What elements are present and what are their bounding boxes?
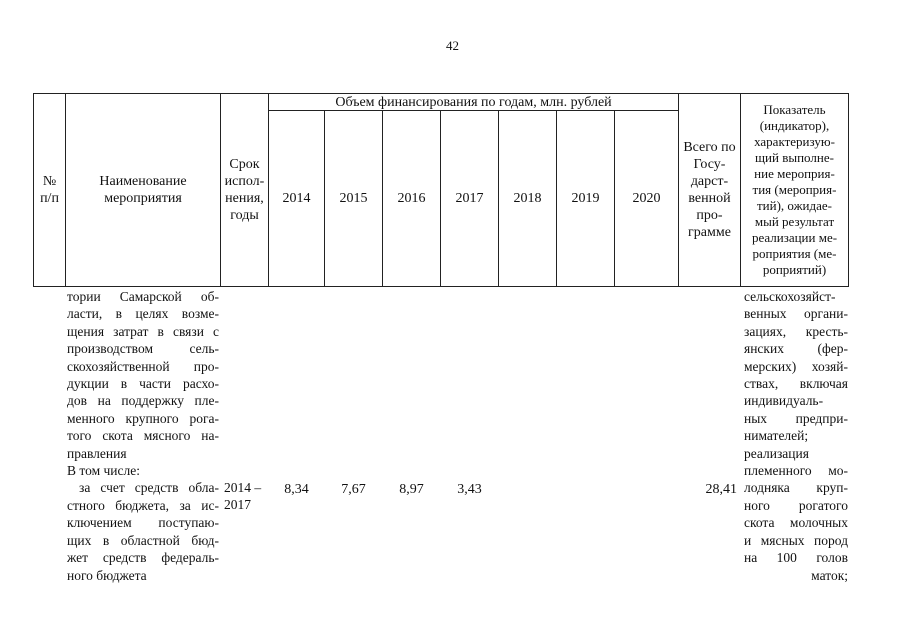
header-year-2019: 2019 (571, 191, 600, 206)
header-year-2015: 2015 (339, 191, 368, 206)
measure-term: 2014 – 2017 (224, 480, 262, 513)
header-year-2018: 2018 (513, 191, 542, 206)
header-year-2020: 2020 (632, 191, 661, 206)
measure-name-text: тории Самарской об- ласти, в целях возме- щения затрат в связи с производством сель- скохозяйственной про- дукции в части расхо- дов на поддержку пле- менного крупного рога- того скота мясного на- правления В том числе: за счет средств обла- стного бюджета, за ис- ключением поступаю- щих в областной бюд- жет средств федераль- ного бюджета (67, 289, 219, 583)
value-2014: 8,34 (284, 482, 309, 497)
value-2017: 3,43 (457, 482, 482, 497)
header-year-2016: 2016 (397, 191, 426, 206)
indicator-text: сельскохозяйст- венных органи- зациях, кресть- янских (фер- мерских) хозяй- ствах, включая индивидуаль- ных предпри- нимателей; реализация племенного мо- лодняка круп- ного рогатого скота молочных и мясных пород на 100 голов маток; (744, 289, 848, 583)
header-indicator: Показатель (индикатор), характеризую- щий выполне- ние мероприя- тия (мероприя- тий), ожидае- мый результат реализации ме- роприятия (ме- роприятий) (751, 102, 838, 277)
value-total: 28,41 (705, 482, 737, 497)
header-number: № п/п (40, 174, 59, 206)
header-year-2017: 2017 (455, 191, 484, 206)
page-number: 42 (446, 38, 459, 53)
header-total: Всего по Госу- дарст- венной про- грамме (683, 140, 736, 240)
header-name: Наименование мероприятия (99, 174, 187, 206)
value-2016: 8,97 (399, 482, 424, 497)
header-year-2014: 2014 (282, 191, 311, 206)
header-term: Срок испол- нения, годы (224, 157, 265, 223)
header-volume: Объем финансирования по годам, млн. рублей (335, 94, 612, 110)
value-2015: 7,67 (341, 482, 366, 497)
